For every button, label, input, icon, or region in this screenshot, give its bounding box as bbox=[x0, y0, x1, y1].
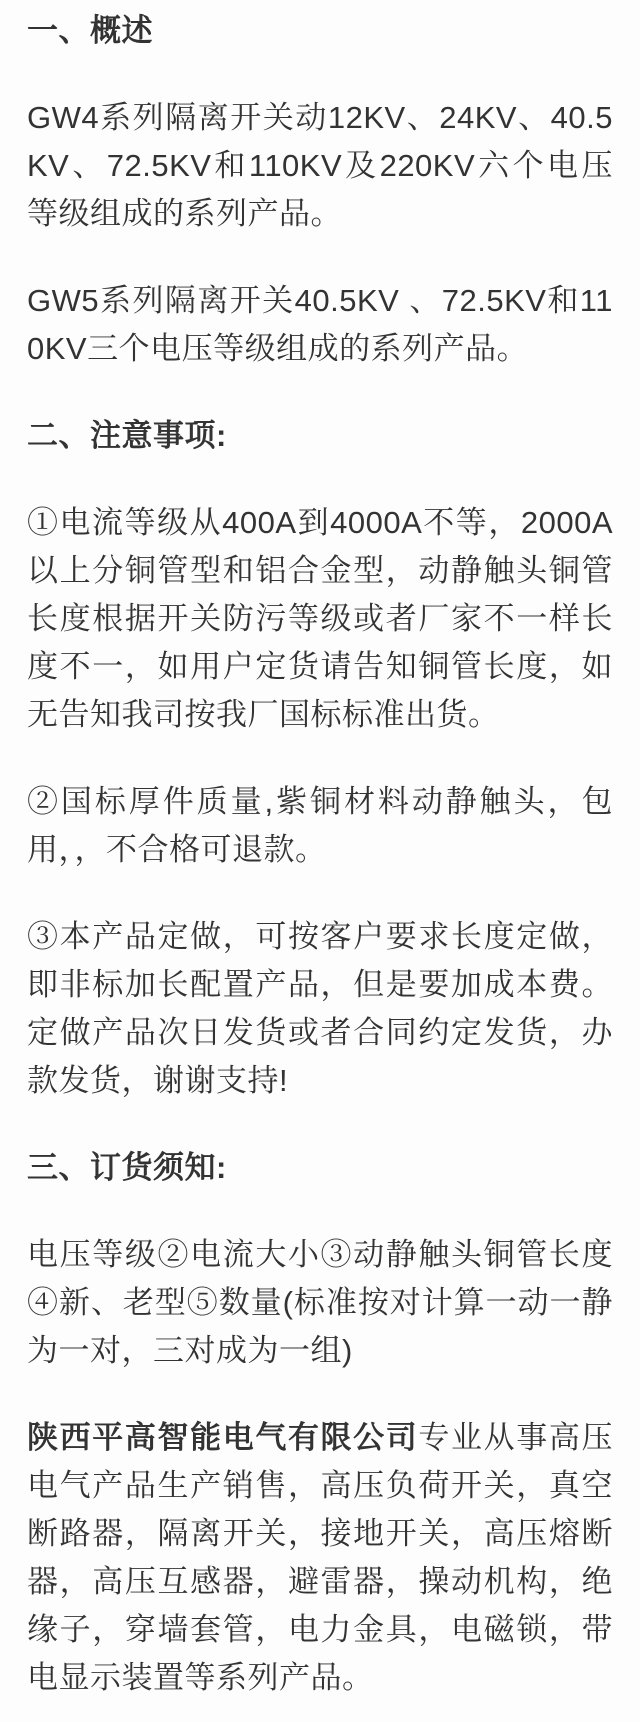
paragraph-company-info bbox=[27, 1414, 613, 1702]
paragraph-ordering-info: 电压等级②电流大小③动静触头铜管长度④新、老型⑤数量(标准按对计算一动一静为一对，三对成为一组) bbox=[27, 1237, 613, 1368]
section-heading-notes: 二、注意事项: bbox=[27, 418, 227, 453]
paragraph-note-1-current-ratings: ①电流等级从400A到4000A不等，2000A以上分铜管型和铝合金型，动静触头铜管长度根据开关防污等级或者厂家不一样长度不一，如用户定货请告知铜管长度，如无告知我司按我厂国标标准出货。 bbox=[27, 505, 613, 732]
company-name: 陕西平高智能电气有限公司 bbox=[27, 1420, 419, 1455]
paragraph-gw4-series: GW4系列隔离开关动12KV、24KV、40.5KV、72.5KV和110KV及220KV六个电压等级组成的系列产品。 bbox=[27, 100, 613, 231]
paragraph-gw5-series: GW5系列隔离开关40.5KV 、72.5KV和110KV三个电压等级组成的系列产品。 bbox=[27, 283, 613, 366]
paragraph-note-2-quality: ②国标厚件质量,紫铜材料动静触头，包用，，不合格可退款。 bbox=[27, 784, 613, 867]
section-heading-overview: 一、概述 bbox=[27, 13, 153, 48]
company-description: 专业从事高压电气产品生产销售，高压负荷开关，真空断路器，隔离开关，接地开关，高压熔断器，高压互感器，避雷器，操动机构，绝缘子，穿墙套管，电力金具，电磁锁，带电显示装置等系列产品。 bbox=[27, 1420, 614, 1695]
paragraph-note-3-custom-made: ③本产品定做，可按客户要求长度定做，即非标加长配置产品，但是要加成本费。定做产品次日发货或者合同约定发货，办款发货，谢谢支持! bbox=[27, 919, 613, 1098]
section-heading-ordering: 三、订货须知: bbox=[27, 1150, 227, 1185]
